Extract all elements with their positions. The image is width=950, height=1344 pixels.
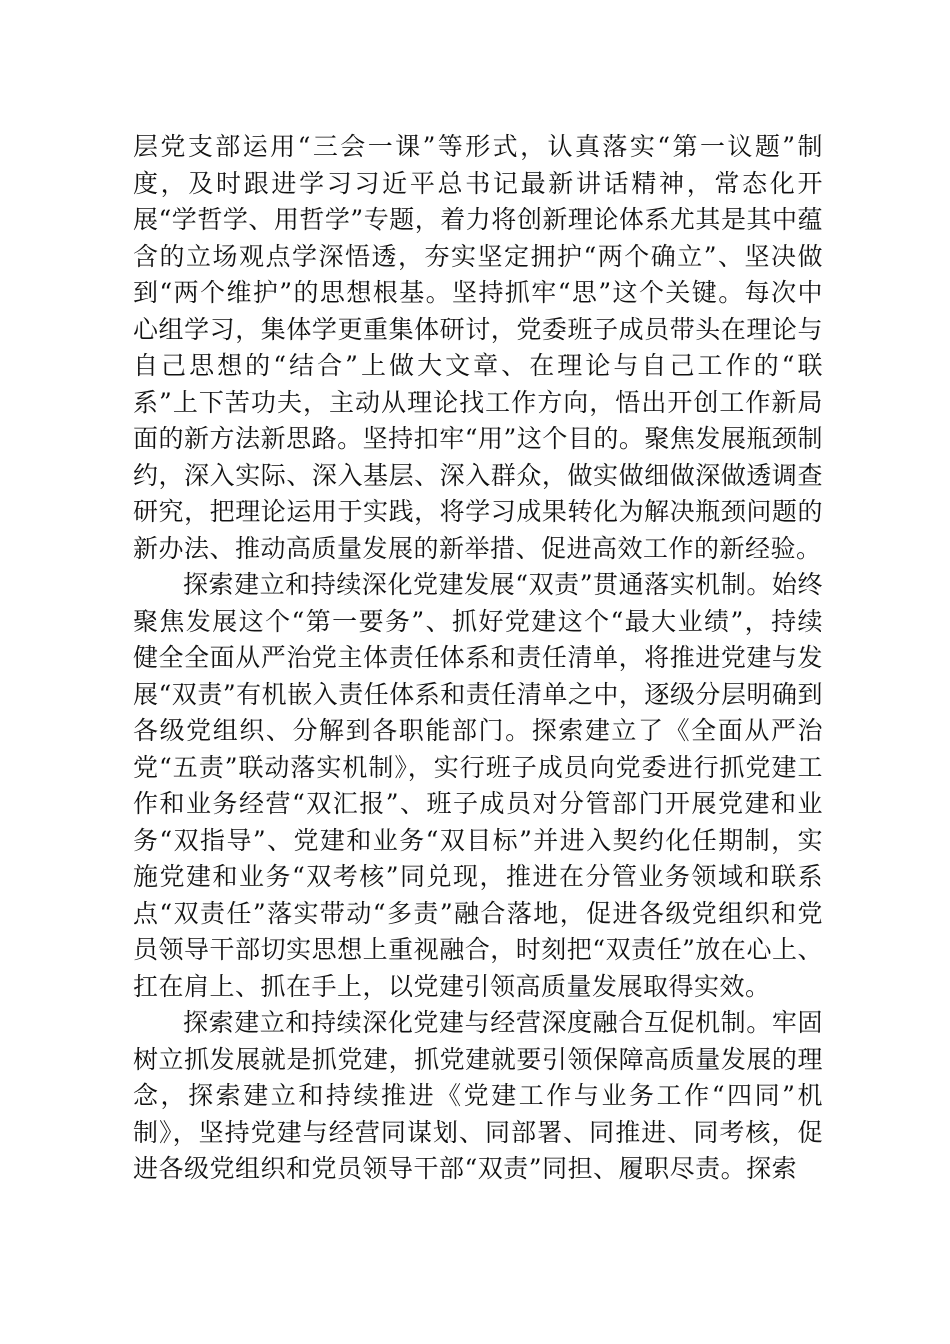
paragraph-dual-responsibility: 探索建立和持续深化党建发展“双责”贯通落实机制。始终聚焦发展这个“第一要务”、抓好党建这个“最大业绩”，持续健全全面从严治党主体责任体系和责任清单，将推进党建与发展“双责”有机嵌入责任体系和责任清单之中，逐级分层明确到各级党组织、分解到各职能部门。探索建立了《全面从严治党“五责”联动落实机制》，实行班子成员向党委进行抓党建工作和业务经营“双汇报”、班子成员对分管部门开展党建和业务“双指导”、党建和业务“双目标”并进入契约化任期制，实施党建和业务“双考核”同兑现，推进在分管业务领域和联系点“双责任”落实带动“多责”融合落地，促进各级党组织和党员领导干部切实思想上重视融合，时刻把“双责任”放在心上、扛在肩上、抓在手上，以党建引领高质量发展取得实效。 bbox=[133, 570, 823, 1001]
document-body bbox=[133, 129, 823, 1188]
paragraph-continued: 层党支部运用“三会一课”等形式，认真落实“第一议题”制度，及时跟进学习习近平总书记最新讲话精神，常态化开展“学哲学、用哲学”专题，着力将创新理论体系尤其是其中蕴含的立场观点学深悟透，夯实坚定拥护“两个确立”、坚决做到“两个维护”的思想根基。坚持抓牢“思”这个关键。每次中心组学习，集体学更重集体研讨，党委班子成员带头在理论与自己思想的“结合”上做大文章、在理论与自己工作的“联系”上下苦功夫，主动从理论找工作方向，悟出开创工作新局面的新方法新思路。坚持扣牢“用”这个目的。聚焦发展瓶颈制约，深入实际、深入基层、深入群众，做实做细做深做透调查研究，把理论运用于实践，将学习成果转化为解决瓶颈问题的新办法、推动高质量发展的新举措、促进高效工作的新经验。 bbox=[133, 132, 823, 563]
paragraph-integration-mechanism: 探索建立和持续深化党建与经营深度融合互促机制。牢固树立抓发展就是抓党建，抓党建就要引领保障高质量发展的理念，探索建立和持续推进《党建工作与业务工作“四同”机制》，坚持党建与经营同谋划、同部署、同推进、同考核，促进各级党组织和党员领导干部“双责”同担、履职尽责。探索 bbox=[133, 1008, 823, 1183]
